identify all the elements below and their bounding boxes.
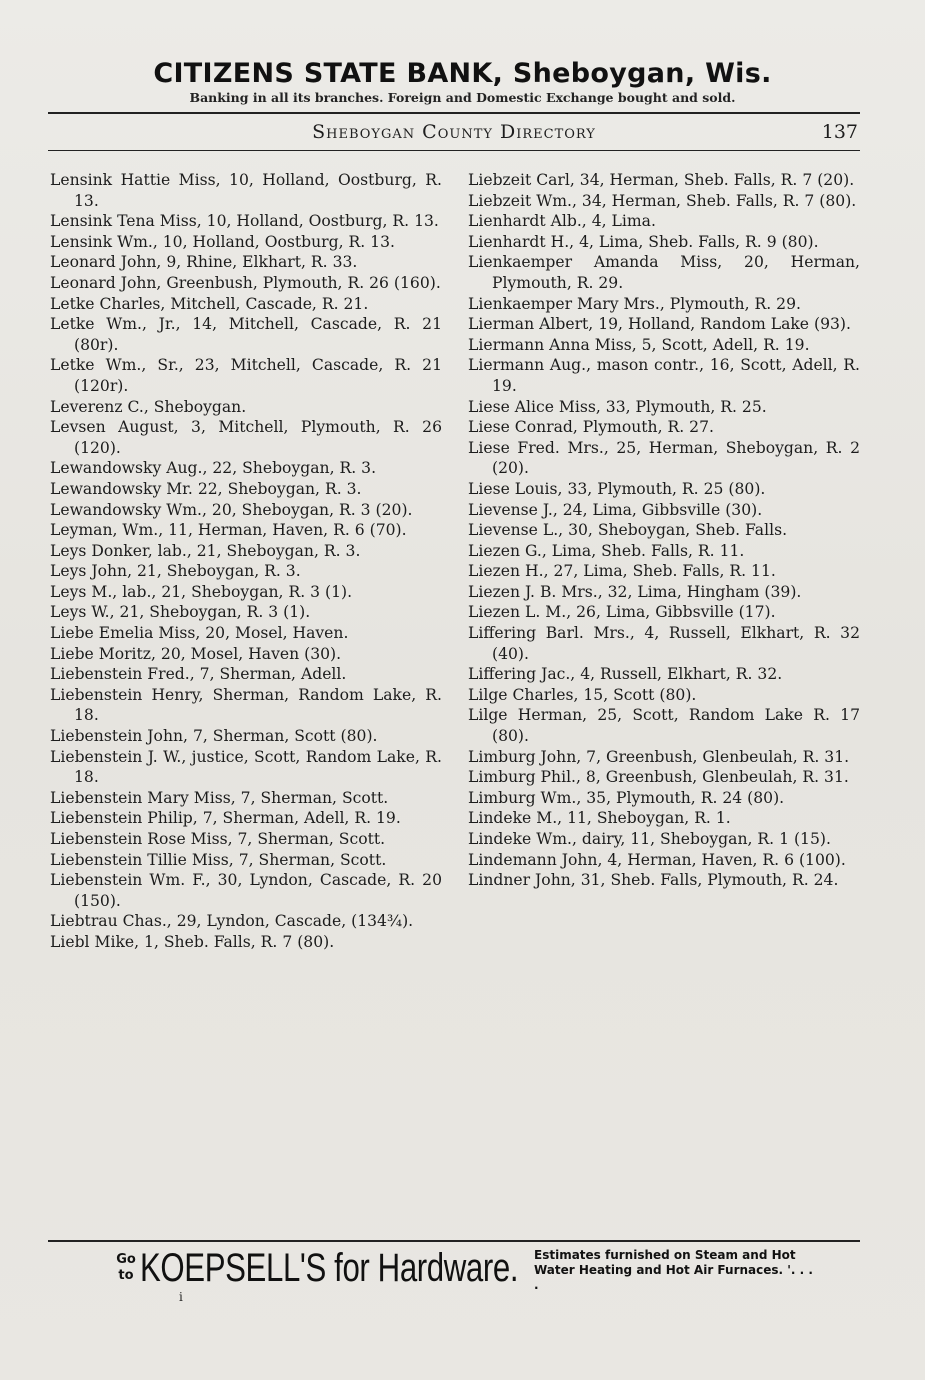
directory-title: Sheboygan County Directory [312,121,596,143]
directory-entry: Leys Donker, lab., 21, Sheboygan, R. 3. [50,541,361,560]
directory-entry: Liebenstein Henry, Sherman, Random Lake, R. 18. [50,685,442,725]
directory-entry: Lewandowsky Aug., 22, Sheboygan, R. 3. [50,459,377,478]
directory-entry: Liebenstein Mary Miss, 7, Sherman, Scott. [50,788,389,807]
directory-entry: Liebe Emelia Miss, 20, Mosel, Haven. [50,624,349,643]
directory-entry: Lienkaemper Mary Mrs., Plymouth, R. 29. [468,294,801,313]
directory-entry: Lienhardt Alb., 4, Lima. [468,212,656,231]
directory-entry: Liebzeit Carl, 34, Herman, Sheb. Falls, R. 7 (20). [468,171,855,189]
footer-rule [48,1240,860,1242]
directory-entry: Lilge Charles, 15, Scott (80). [468,685,697,704]
directory-entry: Liffering Jac., 4, Russell, Elkhart, R. 32. [468,665,783,684]
directory-entry: Lienhardt H., 4, Lima, Sheb. Falls, R. 9 (80). [468,232,819,251]
directory-entry: Limburg Phil., 8, Greenbush, Glenbeulah, R. 31. [468,768,849,787]
directory-entry: Liebl Mike, 1, Sheb. Falls, R. 7 (80). [50,932,335,951]
page-number: 137 [821,121,858,143]
footer-goto: Go to [116,1252,136,1283]
directory-entry: Lindner John, 31, Sheb. Falls, Plymouth, R. 24. [468,871,839,890]
directory-entry: Liese Fred. Mrs., 25, Herman, Sheboygan, R. 2 (20). [468,438,860,478]
directory-entry: Liebenstein J. W., justice, Scott, Random Lake, R. 18. [50,747,442,787]
bank-advert-subtitle: Banking in all its branches. Foreign and Domestic Exchange bought and sold. [189,90,736,105]
directory-entry: Leys W., 21, Sheboygan, R. 3 (1). [50,603,311,622]
directory-entry: Limburg Wm., 35, Plymouth, R. 24 (80). [468,788,785,807]
footer-estimates: Estimates furnished on Steam and Hot Water Heating and Hot Air Furnaces. '. . . . [534,1248,813,1292]
directory-entry: Leyman, Wm., 11, Herman, Haven, R. 6 (70). [50,521,407,540]
footer-advert [0,1244,925,1304]
directory-entry: Liffering Barl. Mrs., 4, Russell, Elkhart, R. 32 (40). [468,624,860,663]
directory-entry: Letke Charles, Mitchell, Cascade, R. 21. [50,294,369,313]
directory-entry: Lensink Wm., 10, Holland, Oostburg, R. 13. [50,232,395,251]
directory-entry: Liebenstein Tillie Miss, 7, Sherman, Scott. [50,850,387,869]
footer-mark: i [179,1290,183,1304]
directory-entry: Liermann Anna Miss, 5, Scott, Adell, R. 19. [468,335,810,354]
directory-entry: Liebenstein Wm. F., 30, Lyndon, Cascade, R. 20 (150). [50,871,442,910]
header-rule-bottom [48,150,860,151]
directory-entry: Lewandowsky Mr. 22, Sheboygan, R. 3. [50,479,362,498]
directory-entry: Leys John, 21, Sheboygan, R. 3. [50,562,301,581]
directory-entry: Letke Wm., Jr., 14, Mitchell, Cascade, R. 21 (80r). [50,315,442,354]
directory-entry: Liese Louis, 33, Plymouth, R. 25 (80). [468,479,766,498]
directory-entry: Liezen G., Lima, Sheb. Falls, R. 11. [468,541,745,560]
directory-entry: Leonard John, Greenbush, Plymouth, R. 26 (160). [50,273,441,292]
directory-entry: Lewandowsky Wm., 20, Sheboygan, R. 3 (20). [50,500,413,519]
header-rule-top [48,112,860,114]
directory-entry: Letke Wm., Sr., 23, Mitchell, Cascade, R. 21 (120r). [50,356,442,395]
bank-advert-title: CITIZENS STATE BANK, Sheboygan, Wis. [153,58,772,89]
directory-entry: Liese Alice Miss, 33, Plymouth, R. 25. [468,397,767,416]
left-column [50,170,442,953]
directory-entry: Lensink Tena Miss, 10, Holland, Oostburg, R. 13. [50,212,439,231]
directory-entry: Liebenstein John, 7, Sherman, Scott (80). [50,727,378,746]
directory-entry: Lierman Albert, 19, Holland, Random Lake (93). [468,315,851,334]
directory-entry: Lievense J., 24, Lima, Gibbsville (30). [468,500,763,519]
directory-entry: Liebenstein Fred., 7, Sherman, Adell. [50,665,347,684]
running-header [48,121,860,147]
directory-entry: Lindeke M., 11, Sheboygan, R. 1. [468,809,731,828]
directory-entry: Levsen August, 3, Mitchell, Plymouth, R. 26 (120). [50,418,442,457]
directory-entry: Lievense L., 30, Sheboygan, Sheb. Falls. [468,521,788,540]
right-column [468,170,860,891]
directory-entry: Lensink Hattie Miss, 10, Holland, Oostburg, R. 13. [50,171,442,210]
directory-entry: Liermann Aug., mason contr., 16, Scott, Adell, R. 19. [468,356,860,395]
directory-entry: Liezen H., 27, Lima, Sheb. Falls, R. 11. [468,562,776,581]
directory-entry: Liebtrau Chas., 29, Lyndon, Cascade, (134¾). [50,912,414,931]
directory-entry: Liebzeit Wm., 34, Herman, Sheb. Falls, R. 7 (80). [468,191,857,210]
directory-entry: Leverenz C., Sheboygan. [50,397,247,416]
directory-entry: Lienkaemper Amanda Miss, 20, Herman, Plymouth, R. 29. [468,253,860,292]
directory-entry: Liese Conrad, Plymouth, R. 27. [468,418,714,437]
directory-entry: Leonard John, 9, Rhine, Elkhart, R. 33. [50,253,358,272]
directory-entry: Liebenstein Philip, 7, Sherman, Adell, R. 19. [50,809,401,828]
directory-entry: Liezen L. M., 26, Lima, Gibbsville (17). [468,603,776,622]
directory-entry: Liebenstein Rose Miss, 7, Sherman, Scott. [50,830,386,848]
footer-store-name: KOEPSELL'S for Hardware. [140,1246,519,1290]
directory-entry: Leys M., lab., 21, Sheboygan, R. 3 (1). [50,582,353,601]
directory-entry: Lindemann John, 4, Herman, Haven, R. 6 (100). [468,850,846,869]
directory-entry: Lilge Herman, 25, Scott, Random Lake R. 17 (80). [468,706,860,746]
directory-entry: Limburg John, 7, Greenbush, Glenbeulah, R. 31. [468,747,850,766]
directory-entry: Liebe Moritz, 20, Mosel, Haven (30). [50,644,342,663]
directory-entry: Liezen J. B. Mrs., 32, Lima, Hingham (39). [468,582,802,601]
directory-entry: Lindeke Wm., dairy, 11, Sheboygan, R. 1 (15). [468,830,831,848]
